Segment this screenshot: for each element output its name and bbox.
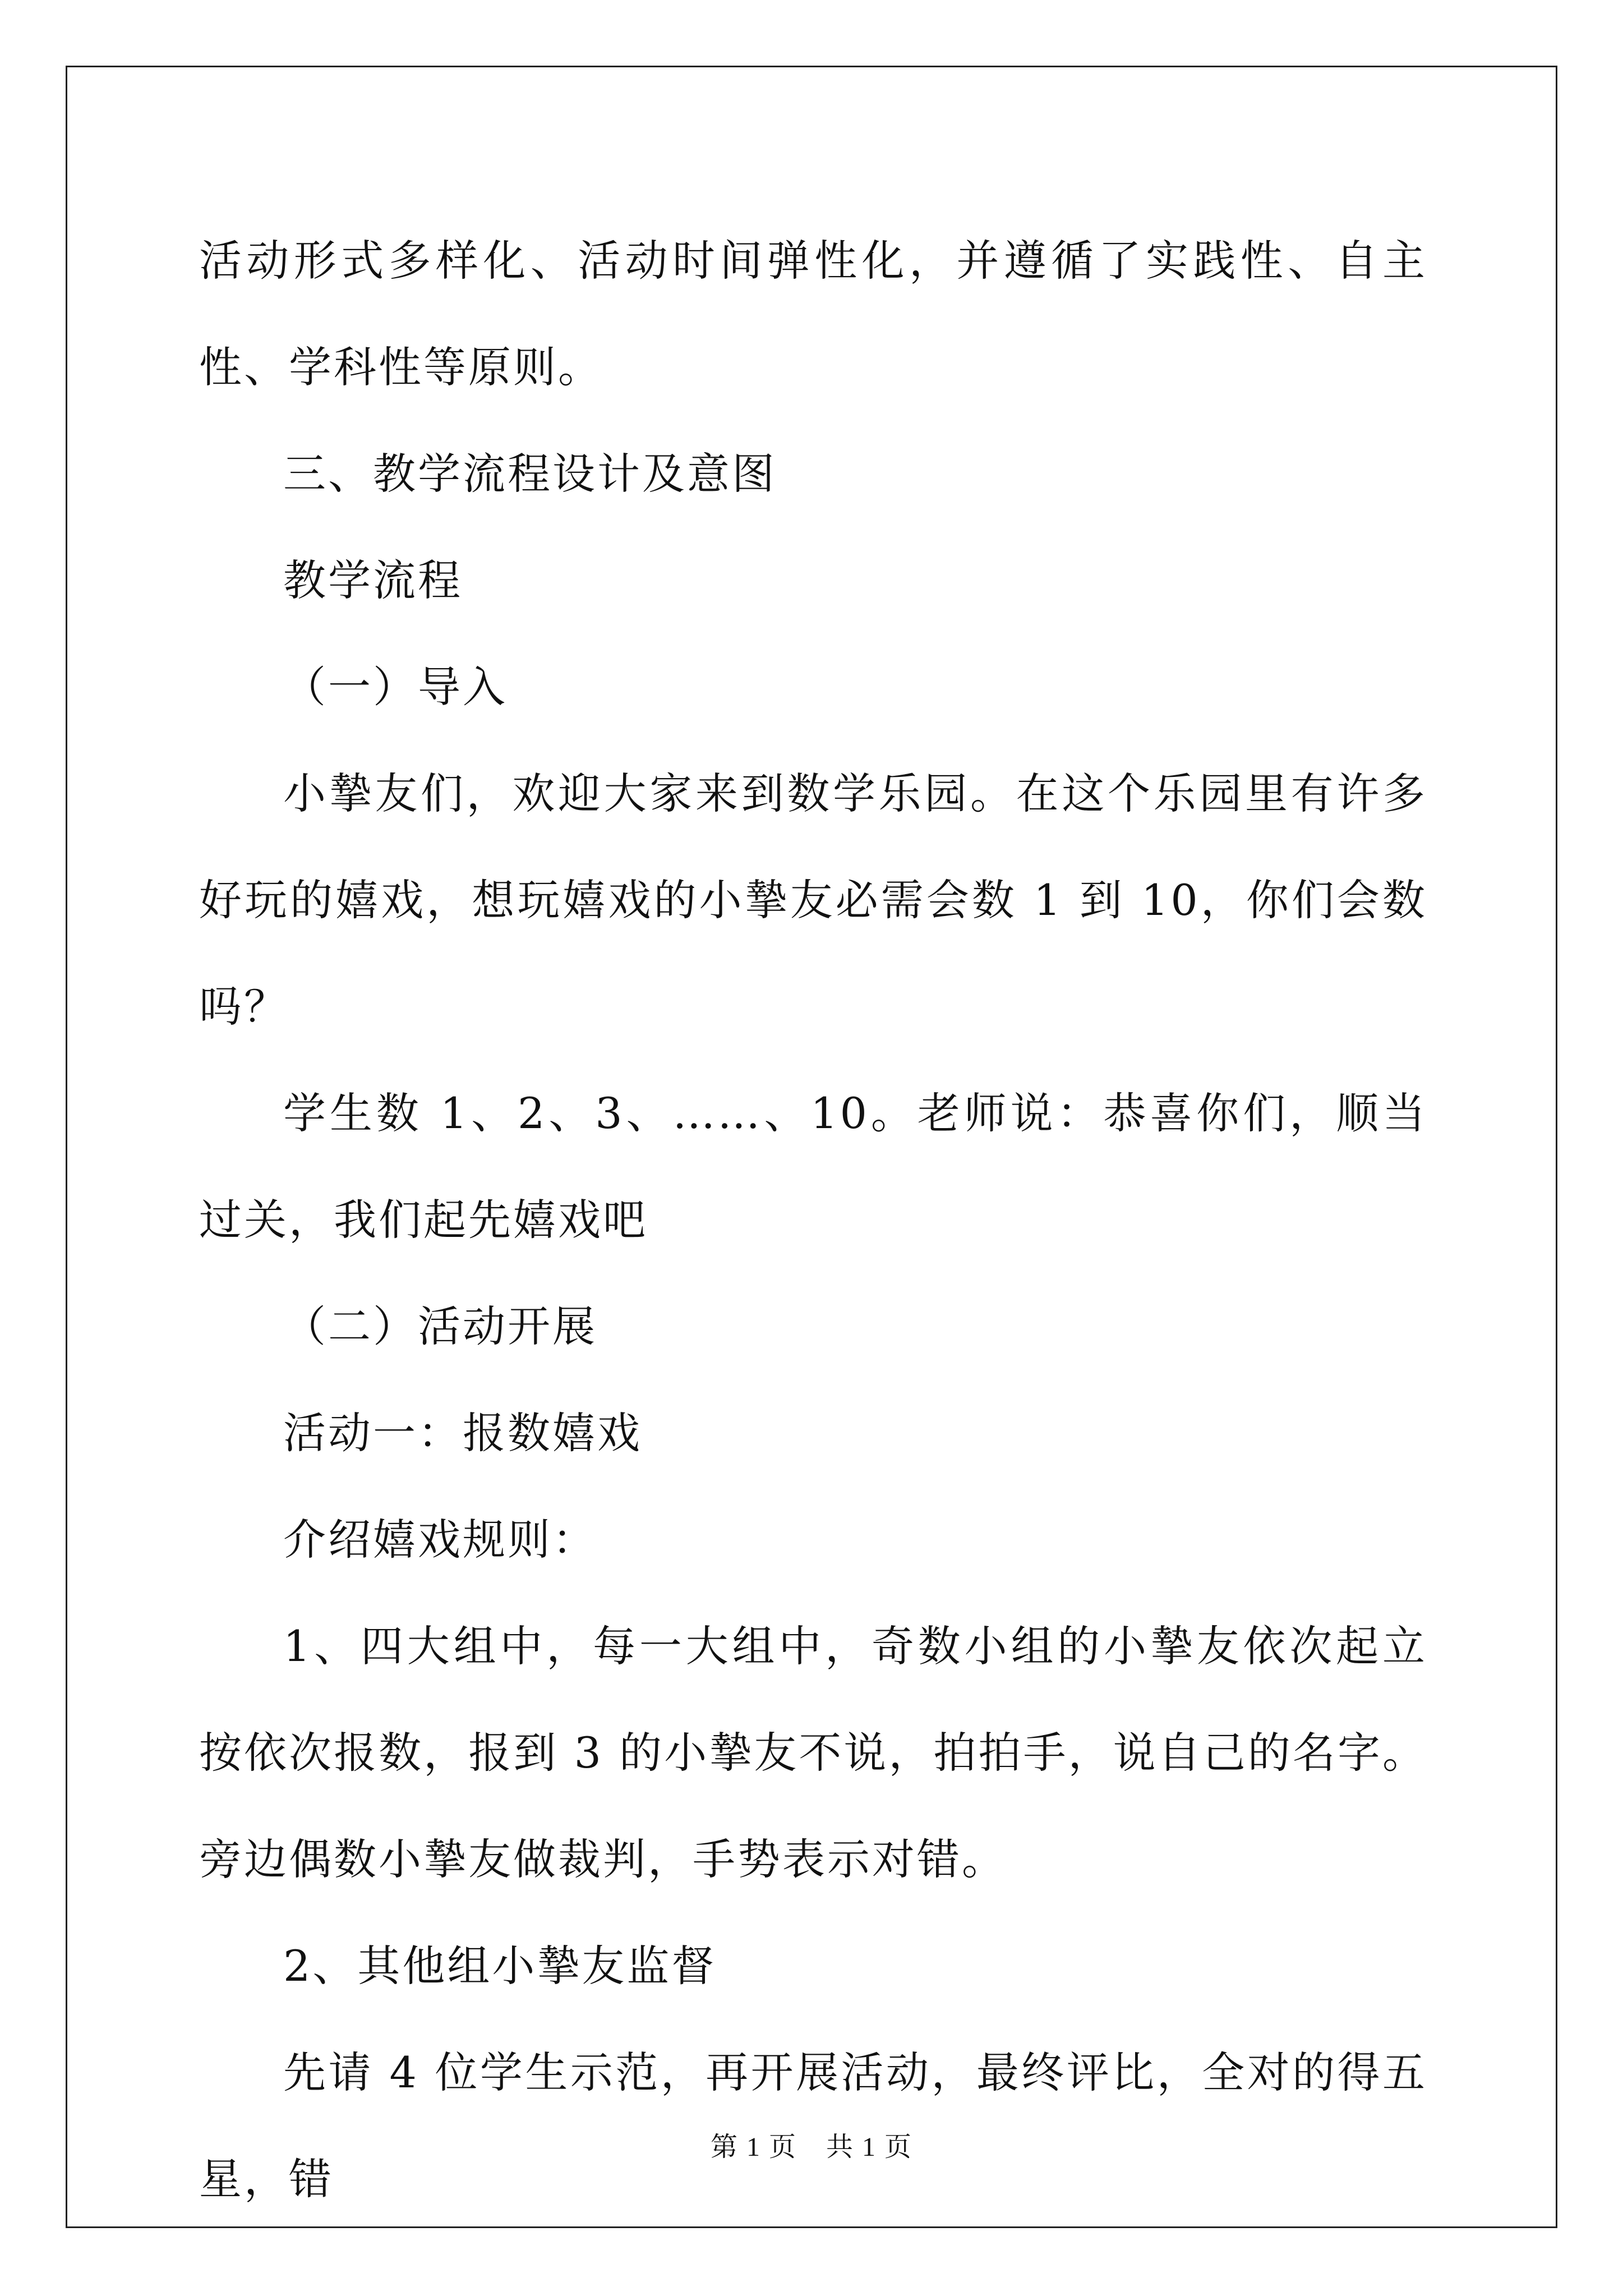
paragraph: 介绍嬉戏规则： bbox=[283, 1515, 597, 1565]
paragraph: 2、其他组小摯友监督 bbox=[283, 1941, 717, 1991]
paragraph: 学生数 1、2、3、……、10。老师说：恭喜你们，顺当过关，我们起先嬉戏吧 bbox=[199, 1088, 1427, 1245]
document-body bbox=[199, 208, 1427, 2233]
paragraph: 1、四大组中，每一大组中，奇数小组的小摯友依次起立按依次报数，报到 3 的小摯友不说，拍拍手，说自己的名字。旁边偶数小摯友做裁判，手势表示对错。 bbox=[199, 1621, 1427, 1884]
subheading: 活动一：报数嬉戏 bbox=[283, 1408, 642, 1458]
subheading: （一）导入 bbox=[283, 662, 508, 712]
paragraph: 活动形式多样化、活动时间弹性化，并遵循了实践性、自主性、学科性等原则。 bbox=[199, 236, 1427, 392]
section-heading: 三、教学流程设计及意图 bbox=[283, 449, 777, 499]
page-number: 第 1 页 bbox=[710, 2132, 797, 2162]
page-footer bbox=[0, 2125, 1623, 2164]
page-total: 共 1 页 bbox=[826, 2132, 913, 2162]
paragraph: 小摯友们，欢迎大家来到数学乐园。在这个乐园里有许多好玩的嬉戏，想玩嬉戏的小摯友必需会数 1 到 10，你们会数吗？ bbox=[199, 769, 1427, 1032]
subheading: （二）活动开展 bbox=[283, 1301, 597, 1351]
subheading: 教学流程 bbox=[283, 555, 463, 605]
paragraph: 先请 4 位学生示范，再开展活动，最终评比，全对的得五星，错 bbox=[199, 2047, 1427, 2204]
